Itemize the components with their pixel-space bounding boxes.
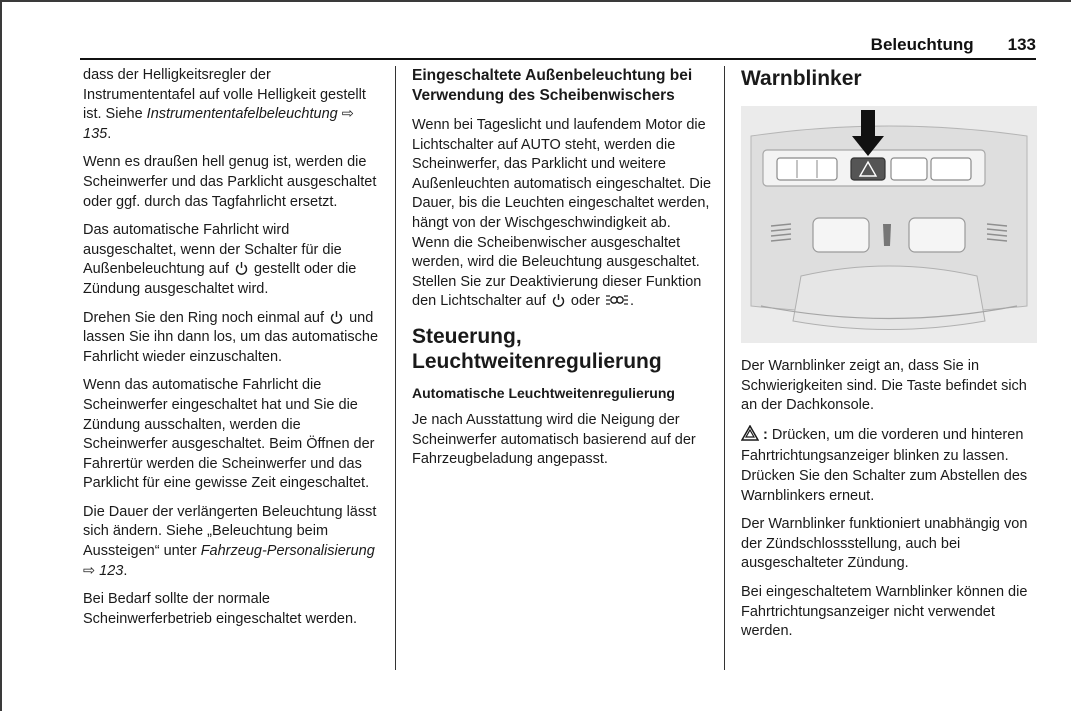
paragraph bbox=[741, 425, 1041, 506]
page-number: 133 bbox=[1007, 35, 1036, 54]
power-off-icon bbox=[235, 260, 248, 280]
power-off-icon bbox=[552, 292, 565, 312]
cross-reference[interactable]: Fahrzeug-Personalisierung ⇨ 123 bbox=[83, 543, 375, 579]
hazard-label: : bbox=[763, 426, 768, 443]
paragraph bbox=[83, 66, 383, 144]
power-off-icon bbox=[330, 309, 343, 329]
page-left-border bbox=[0, 0, 2, 711]
paragraph-end: . bbox=[107, 125, 112, 142]
paragraph bbox=[412, 116, 712, 312]
parking-light-icon bbox=[606, 292, 628, 312]
hazard-warning-icon bbox=[741, 425, 759, 448]
paragraph bbox=[83, 503, 383, 581]
header-rule bbox=[80, 58, 1036, 60]
paragraph-text: gestellt oder die Zündung ausgeschaltet wird. bbox=[83, 261, 357, 297]
paragraph: Der Warnblinker funktioniert unabhängig von der Zündschlossstellung, auch bei ausgeschalteter Zündung. bbox=[741, 516, 1028, 572]
paragraph: Bei Bedarf sollte der normale Scheinwerferbetrieb eingeschaltet werden. bbox=[83, 591, 358, 627]
subsection-heading: Eingeschaltete Außenbeleuchtung bei Verwendung des Scheibenwischers bbox=[412, 67, 693, 104]
paragraph-text: Das automatische Fahrlicht wird ausgeschaltet, wenn der Schalter für die Außenbeleuchtung auf bbox=[83, 222, 342, 278]
paragraph-text: und lassen Sie ihn dann los, um das automatische Fahrlicht wieder einzuschalten. bbox=[83, 309, 379, 365]
paragraph-text: Wenn bei Tageslicht und laufendem Motor die Lichtschalter auf AUTO steht, werden die Scheinwerfer, das Parklicht und weitere Außenleuchten automatisch eingeschaltet. Die Dauer, bis die Leuchten eingeschaltet werden, hängt von der Wischgeschwindigkeit ab. Wenn die Scheibenwischer ausgeschaltet werden, wird die Beleuchtung ausgeschaltet. Stellen Sie zur Deaktivierung dieser Funktion den Lichtschalter auf bbox=[412, 117, 712, 310]
section-heading: Steuerung, Leuchtweitenregulierung bbox=[412, 324, 662, 373]
column-right bbox=[741, 66, 1041, 651]
column-divider-1 bbox=[395, 66, 396, 670]
section-heading: Warnblinker bbox=[741, 67, 862, 90]
running-header bbox=[80, 35, 1036, 57]
overhead-console-illustration bbox=[741, 106, 1037, 343]
paragraph bbox=[83, 309, 383, 368]
paragraph-text: Drücken, um die vorderen und hinteren Fahrtrichtungsanzeiger blinken zu lassen. Drücken Sie den Schalter zum Abstellen des Warnblinkers erneut. bbox=[741, 426, 1028, 504]
subheading: Automatische Leuchtweitenregulierung bbox=[412, 384, 675, 401]
paragraph-text: oder bbox=[570, 293, 600, 310]
paragraph-end: . bbox=[629, 293, 634, 310]
paragraph-text: dass der Helligkeitsregler der Instrumententafel auf volle Helligkeit gestellt ist. Siehe bbox=[83, 67, 366, 123]
paragraph: Bei eingeschaltetem Warnblinker können die Fahrtrichtungsanzeiger nicht verwendet werden. bbox=[741, 583, 1028, 640]
paragraph bbox=[83, 221, 383, 299]
paragraph: Wenn das automatische Fahrlicht die Scheinwerfer eingeschaltet hat und Sie die Zündung ausschalten, werden die Scheinwerfer ausgeschaltet. Beim Öffnen der Fahrertür werden die Scheinwerfer und das Parklicht für eine gewisse Zeit eingeschaltet. bbox=[83, 377, 375, 492]
paragraph: Je nach Ausstattung wird die Neigung der Scheinwerfer automatisch basierend auf der Fahrzeugbeladung angepasst. bbox=[412, 411, 696, 468]
column-middle bbox=[412, 66, 712, 479]
paragraph: Wenn es draußen hell genug ist, werden die Scheinwerfer und das Parklicht ausgeschaltet oder ggf. durch das Tagfahrlicht ersetzt. bbox=[83, 154, 377, 210]
chapter-title: Beleuchtung bbox=[870, 35, 974, 54]
column-divider-2 bbox=[724, 66, 725, 670]
cross-reference[interactable]: Instrumententafelbeleuchtung ⇨ 135 bbox=[83, 106, 354, 142]
paragraph: Der Warnblinker zeigt an, dass Sie in Schwierigkeiten sind. Die Taste befindet sich an der Dachkonsole. bbox=[741, 358, 1027, 414]
paragraph-end: . bbox=[123, 562, 128, 579]
column-left bbox=[83, 66, 383, 638]
page-top-border bbox=[0, 0, 1071, 2]
paragraph-text: Drehen Sie den Ring noch einmal auf bbox=[83, 309, 325, 326]
paragraph-text: Die Dauer der verlängerten Beleuchtung lässt sich ändern. Siehe „Beleuchtung beim Aussteigen“ unter bbox=[83, 503, 377, 560]
